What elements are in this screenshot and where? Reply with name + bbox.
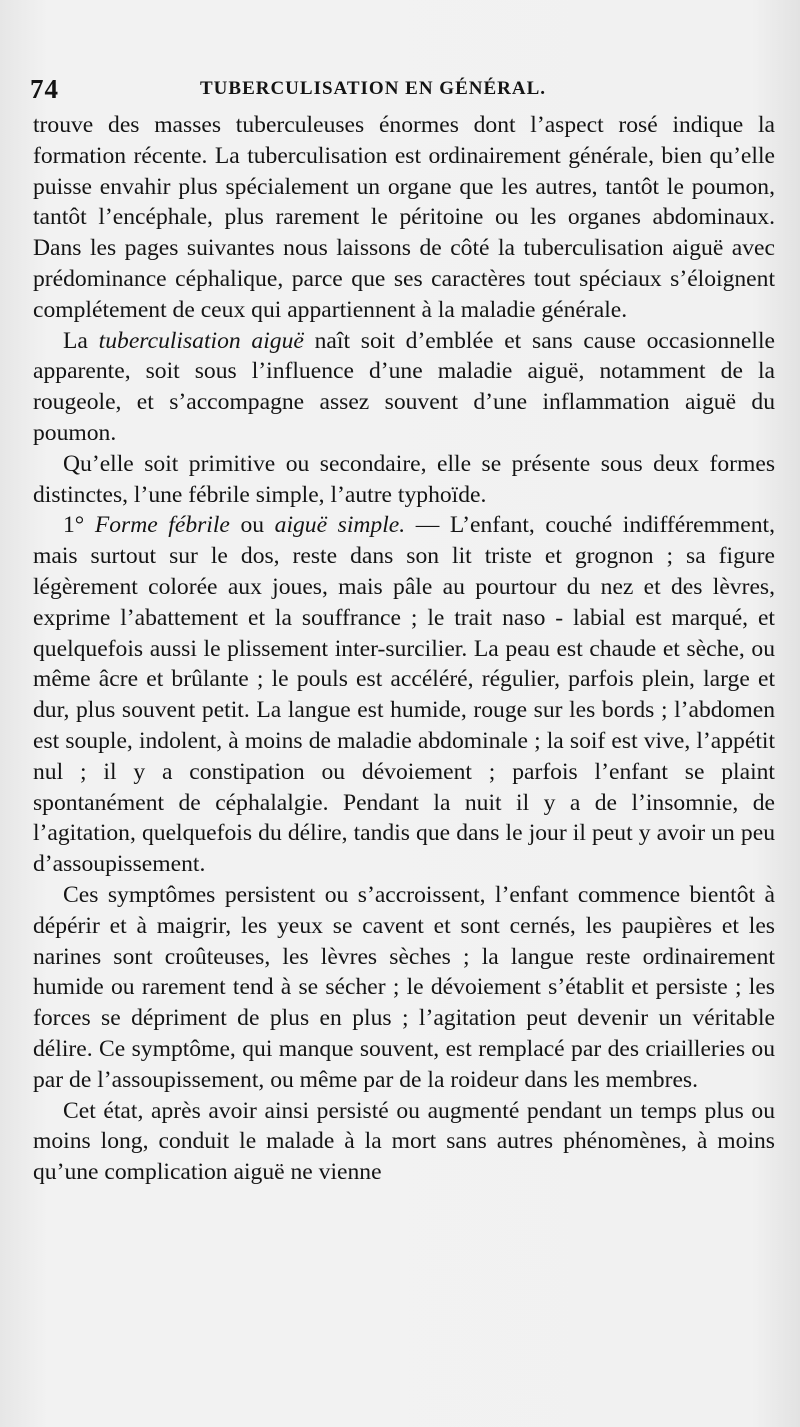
paragraph-symptoms-progress: Ces symptômes persistent ou s’accroissent, l’enfant commence bientôt à dépérir et à maigrir, les yeux se cavent et sont cernés, les paupières et les narines sont croûteuses, les lèvres sèches ; la langue reste ordinairement humide ou rarement tend à se sécher ; le dévoiement s’établit et persiste ; les forces se dépriment de plus en plus ; l’agitation peut devenir un véritable délire. Ce symptôme, qui manque souvent, est remplacé par des criailleries ou par de l’assoupissement, ou même par de la roideur dans les membres. — [33, 881, 775, 1093]
section-number: 1° — [63, 512, 95, 539]
italic-term: Forme fébrile — [94, 512, 230, 539]
paragraph-text: — L’enfant, couché indifféremment, mais surtout sur le dos, reste dans son lit triste et grognon ; sa figure légèrement colorée aux joues, mais pâle au pourtour du nez et des lèvres, exprime l’abattement et la souffrance ; le trait naso - labial est marqué, et quelquefois aussi le plissement inter-surcilier. La peau est chaude et sèche, ou même âcre et brûlante ; le pouls est accéléré, régulier, parfois plein, large et dur, plus souvent petit. La langue est humide, rouge sur les bords ; l’abdomen est souple, indolent, à moins de maladie abdominale ; la soif est vive, l’appétit nul ; il y a constipation ou dévoiement ; parfois l’enfant se plaint spontanément de céphalalgie. Pendant la nuit il y a de l’insomnie, de l’agitation, quelquefois du délire, tandis que dans le jour il peut y avoir un peu d’assoupissement. — [33, 512, 776, 878]
body-text — [33, 110, 775, 1188]
paragraph-text: ou — [229, 512, 275, 539]
paragraph-outcome: Cet état, après avoir ainsi persisté ou augmenté pendant un temps plus ou moins long, conduit le malade à la mort sans autres phénomènes, à moins qu’une complication aiguë ne vienne — [33, 1097, 775, 1186]
paragraph-two-forms: Qu’elle soit primitive ou secondaire, elle se présente sous deux formes distinctes, l’une fébrile simple, l’autre typhoïde. — [33, 450, 775, 508]
italic-term: aiguë simple. — [274, 512, 406, 539]
running-title: TUBERCULISATION EN GÉNÉRAL. — [200, 78, 547, 99]
paragraph-continued: trouve des masses tuberculeuses énormes dont l’aspect rosé indique la formation récente. La tuberculisation est ordinairement générale, bien qu’elle puisse envahir plus spécialement un organe que les autres, tantôt le poumon, tantôt l’encéphale, plus rarement le péritoine ou les organes abdominaux. Dans les pages suivantes nous laissons de côté la tuberculisation aiguë avec prédominance céphalique, parce que ses caractères tout spéciaux s’éloignent complétement de ceux qui appartiennent à la maladie générale. — [33, 112, 775, 323]
paragraph-text: La — [63, 327, 99, 354]
italic-term: tuberculisation aiguë — [98, 327, 304, 354]
paragraph-text: naît soit d’emblée et sans cause occasionnelle apparente, soit sous l’influence d’une maladie aiguë, notamment de la rougeole, et s’accompagne assez souvent d’une inflammation aiguë du poumon. — [33, 327, 775, 446]
paragraph-acute-tuberculisation — [33, 326, 775, 449]
paragraph-febrile-form — [33, 510, 775, 880]
page-number: 74 — [30, 74, 59, 104]
page-header — [30, 74, 760, 106]
